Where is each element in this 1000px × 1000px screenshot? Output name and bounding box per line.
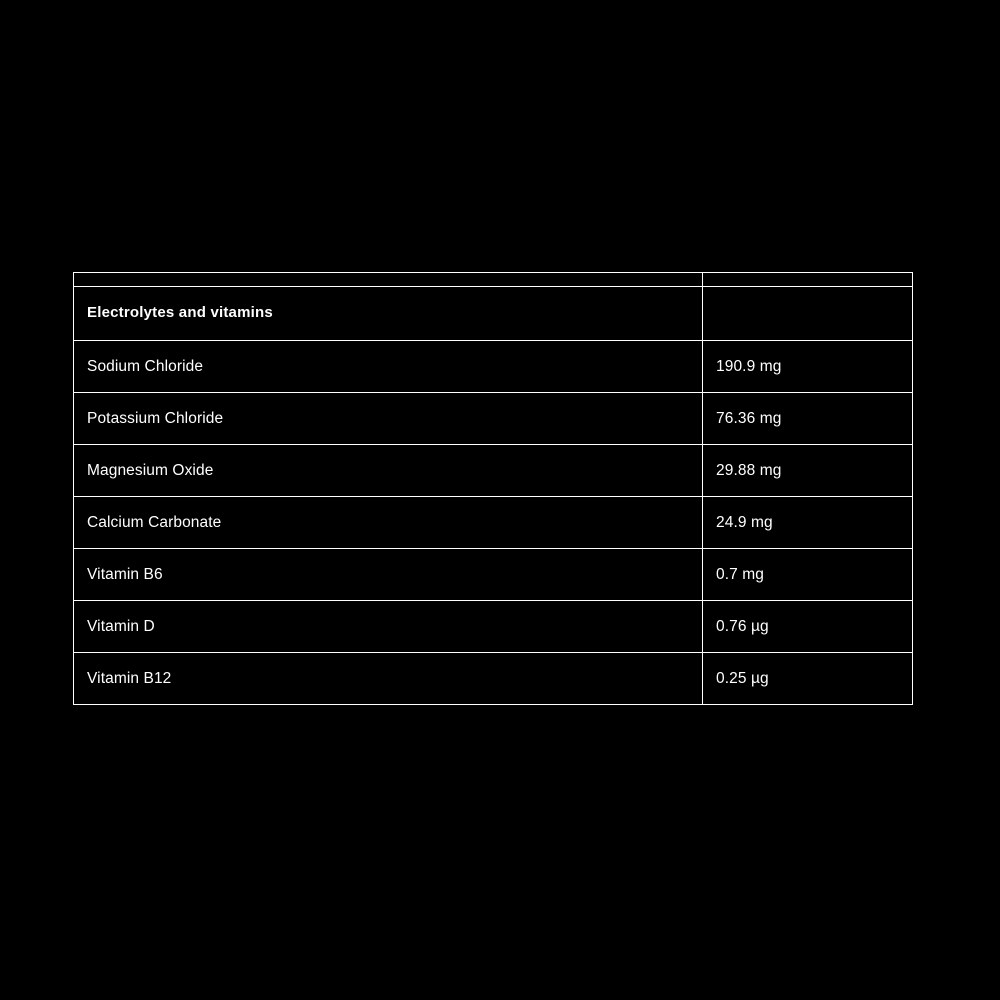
ingredient-amount: 0.25 µg xyxy=(716,669,769,687)
ingredient-amount-cell xyxy=(703,497,913,549)
ingredient-amount-cell xyxy=(703,601,913,653)
section-header-name-cell xyxy=(74,287,703,341)
ingredient-name-cell xyxy=(74,341,703,393)
ingredient-name-cell xyxy=(74,393,703,445)
table-row xyxy=(74,549,913,601)
ingredient-amount-cell xyxy=(703,445,913,497)
ingredient-amount-cell xyxy=(703,341,913,393)
ingredient-name: Vitamin D xyxy=(87,617,155,635)
table-row-partial-top xyxy=(74,273,913,287)
ingredient-name-cell xyxy=(74,445,703,497)
ingredient-amount-cell xyxy=(703,653,913,705)
ingredient-amount: 76.36 mg xyxy=(716,409,782,427)
ingredient-amount: 24.9 mg xyxy=(716,513,773,531)
section-header-value-cell xyxy=(703,287,913,341)
ingredients-table xyxy=(73,272,913,705)
table-body xyxy=(74,273,913,705)
table-row xyxy=(74,601,913,653)
table-row xyxy=(74,393,913,445)
table-row xyxy=(74,653,913,705)
section-header-label: Electrolytes and vitamins xyxy=(87,304,273,322)
ingredient-amount: 190.9 mg xyxy=(716,357,782,375)
ingredient-amount: 29.88 mg xyxy=(716,461,782,479)
partial-row-value-cell xyxy=(703,273,913,287)
table-section-header-row xyxy=(74,287,913,341)
partial-row-name-cell xyxy=(74,273,703,287)
table-row xyxy=(74,341,913,393)
ingredient-amount-cell xyxy=(703,393,913,445)
ingredient-name: Calcium Carbonate xyxy=(87,513,222,531)
ingredient-name-cell xyxy=(74,497,703,549)
table-row xyxy=(74,445,913,497)
ingredient-name: Vitamin B6 xyxy=(87,565,163,583)
ingredient-name: Potassium Chloride xyxy=(87,409,224,427)
table-row xyxy=(74,497,913,549)
ingredient-amount: 0.7 mg xyxy=(716,565,764,583)
ingredient-amount: 0.76 µg xyxy=(716,617,769,635)
ingredient-name: Magnesium Oxide xyxy=(87,461,214,479)
ingredient-name: Vitamin B12 xyxy=(87,669,172,687)
ingredient-name-cell xyxy=(74,653,703,705)
ingredient-name: Sodium Chloride xyxy=(87,357,204,375)
ingredient-amount-cell xyxy=(703,549,913,601)
ingredient-name-cell xyxy=(74,549,703,601)
ingredient-name-cell xyxy=(74,601,703,653)
